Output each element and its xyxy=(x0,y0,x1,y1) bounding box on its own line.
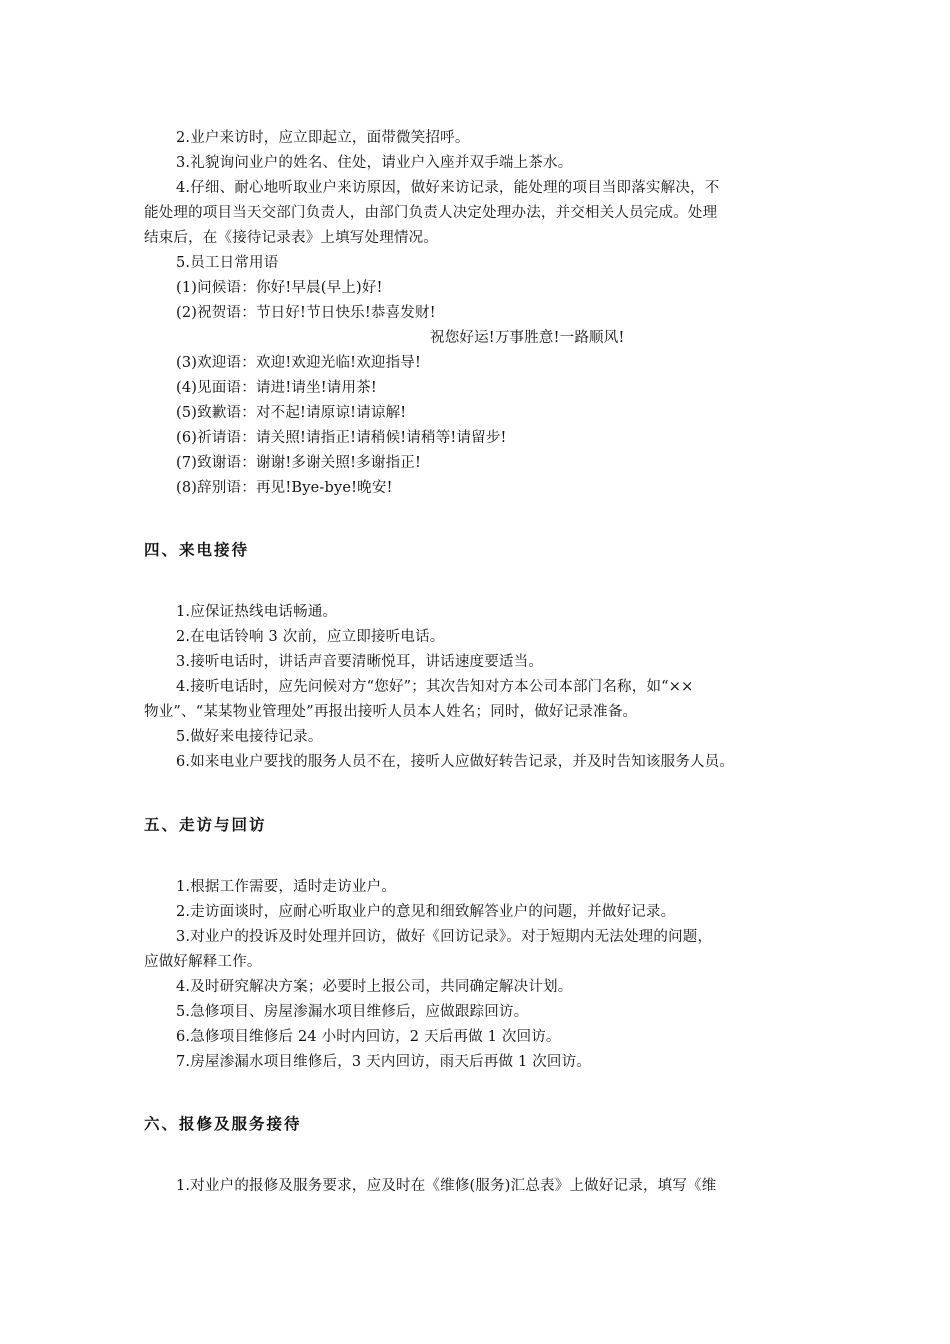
visit-item-3: 3.礼貌询问业户的姓名、住处，请业户入座并双手端上茶水。 xyxy=(176,155,573,171)
visit-item-2: 2.业户来访时，应立即起立，面带微笑招呼。 xyxy=(176,130,470,146)
phone-item-3: 3.接听电话时，讲话声音要清晰悦耳，讲话速度要适当。 xyxy=(176,654,544,670)
phrase-congratulation: (2)祝贺语：节日好!节日快乐!恭喜发财! xyxy=(176,305,436,321)
section-heading-visits: 五、走访与回访 xyxy=(144,816,267,834)
visit-item-4-line-2: 能处理的项目当天交部门负责人，由部门负责人决定处理办法，并交相关人员完成。处理 xyxy=(144,205,718,221)
visits-item-2: 2.走访面谈时，应耐心听取业户的意见和细致解答业户的问题，并做好记录。 xyxy=(176,904,676,920)
phone-item-1: 1.应保证热线电话畅通。 xyxy=(176,604,338,620)
phrase-greeting: (1)问候语：你好!早晨(早上)好! xyxy=(176,280,383,296)
phone-item-4-line-1: 4.接听电话时，应先问候对方“您好”；其次告知对方本公司本部门名称，如“×× xyxy=(176,679,694,695)
visits-item-1: 1.根据工作需要，适时走访业户。 xyxy=(176,879,397,895)
visits-item-4: 4.及时研究解决方案；必要时上报公司，共同确定解决计划。 xyxy=(176,979,573,995)
visit-item-4-line-1: 4.仔细、耐心地听取业户来访原因，做好来访记录，能处理的项目当即落实解决，不 xyxy=(176,180,720,196)
section-heading-repair-service: 六、报修及服务接待 xyxy=(144,1115,302,1133)
phone-item-2: 2.在电话铃响 3 次前，应立即接听电话。 xyxy=(176,629,445,645)
visits-item-3-line-1: 3.对业户的投诉及时处理并回访，做好《回访记录》。对于短期内无法处理的问题， xyxy=(176,929,713,945)
phrase-thanks: (7)致谢语：谢谢!多谢关照!多谢指正! xyxy=(176,455,422,471)
visits-item-3-line-2: 应做好解释工作。 xyxy=(144,954,262,970)
visit-item-5: 5.员工日常用语 xyxy=(176,255,279,271)
phone-item-4-line-2: 物业”、“某某物业管理处”再报出接听人员本人姓名；同时，做好记录准备。 xyxy=(144,704,638,720)
visits-item-7: 7.房屋渗漏水项目维修后，3 天内回访，雨天后再做 1 次回访。 xyxy=(176,1054,592,1070)
phrase-welcome: (3)欢迎语：欢迎!欢迎光临!欢迎指导! xyxy=(176,355,422,371)
phrase-meeting: (4)见面语：请进!请坐!请用茶! xyxy=(176,380,377,396)
phone-item-6: 6.如来电业户要找的服务人员不在，接听人应做好转告记录，并及时告知该服务人员。 xyxy=(176,754,735,770)
phone-item-5: 5.做好来电接待记录。 xyxy=(176,729,323,745)
phrase-apology: (5)致歉语：对不起!请原谅!请谅解! xyxy=(176,405,407,421)
visits-item-5: 5.急修项目、房屋渗漏水项目维修后，应做跟踪回访。 xyxy=(176,1004,529,1020)
repair-item-1: 1.对业户的报修及服务要求，应及时在《维修(服务)汇总表》上做好记录，填写《维 xyxy=(176,1178,717,1194)
phrase-request: (6)祈请语：请关照!请指正!请稍候!请稍等!请留步! xyxy=(176,430,507,446)
phrase-farewell: (8)辞别语：再见!Bye-bye!晚安! xyxy=(176,480,393,496)
section-heading-phone-reception: 四、来电接待 xyxy=(144,541,250,559)
visit-item-4-line-3: 结束后，在《接待记录表》上填写处理情况。 xyxy=(144,230,438,246)
phrase-congratulation-cont: 祝您好运!万事胜意!一路顺风! xyxy=(430,330,625,346)
visits-item-6: 6.急修项目维修后 24 小时内回访，2 天后再做 1 次回访。 xyxy=(176,1029,561,1045)
